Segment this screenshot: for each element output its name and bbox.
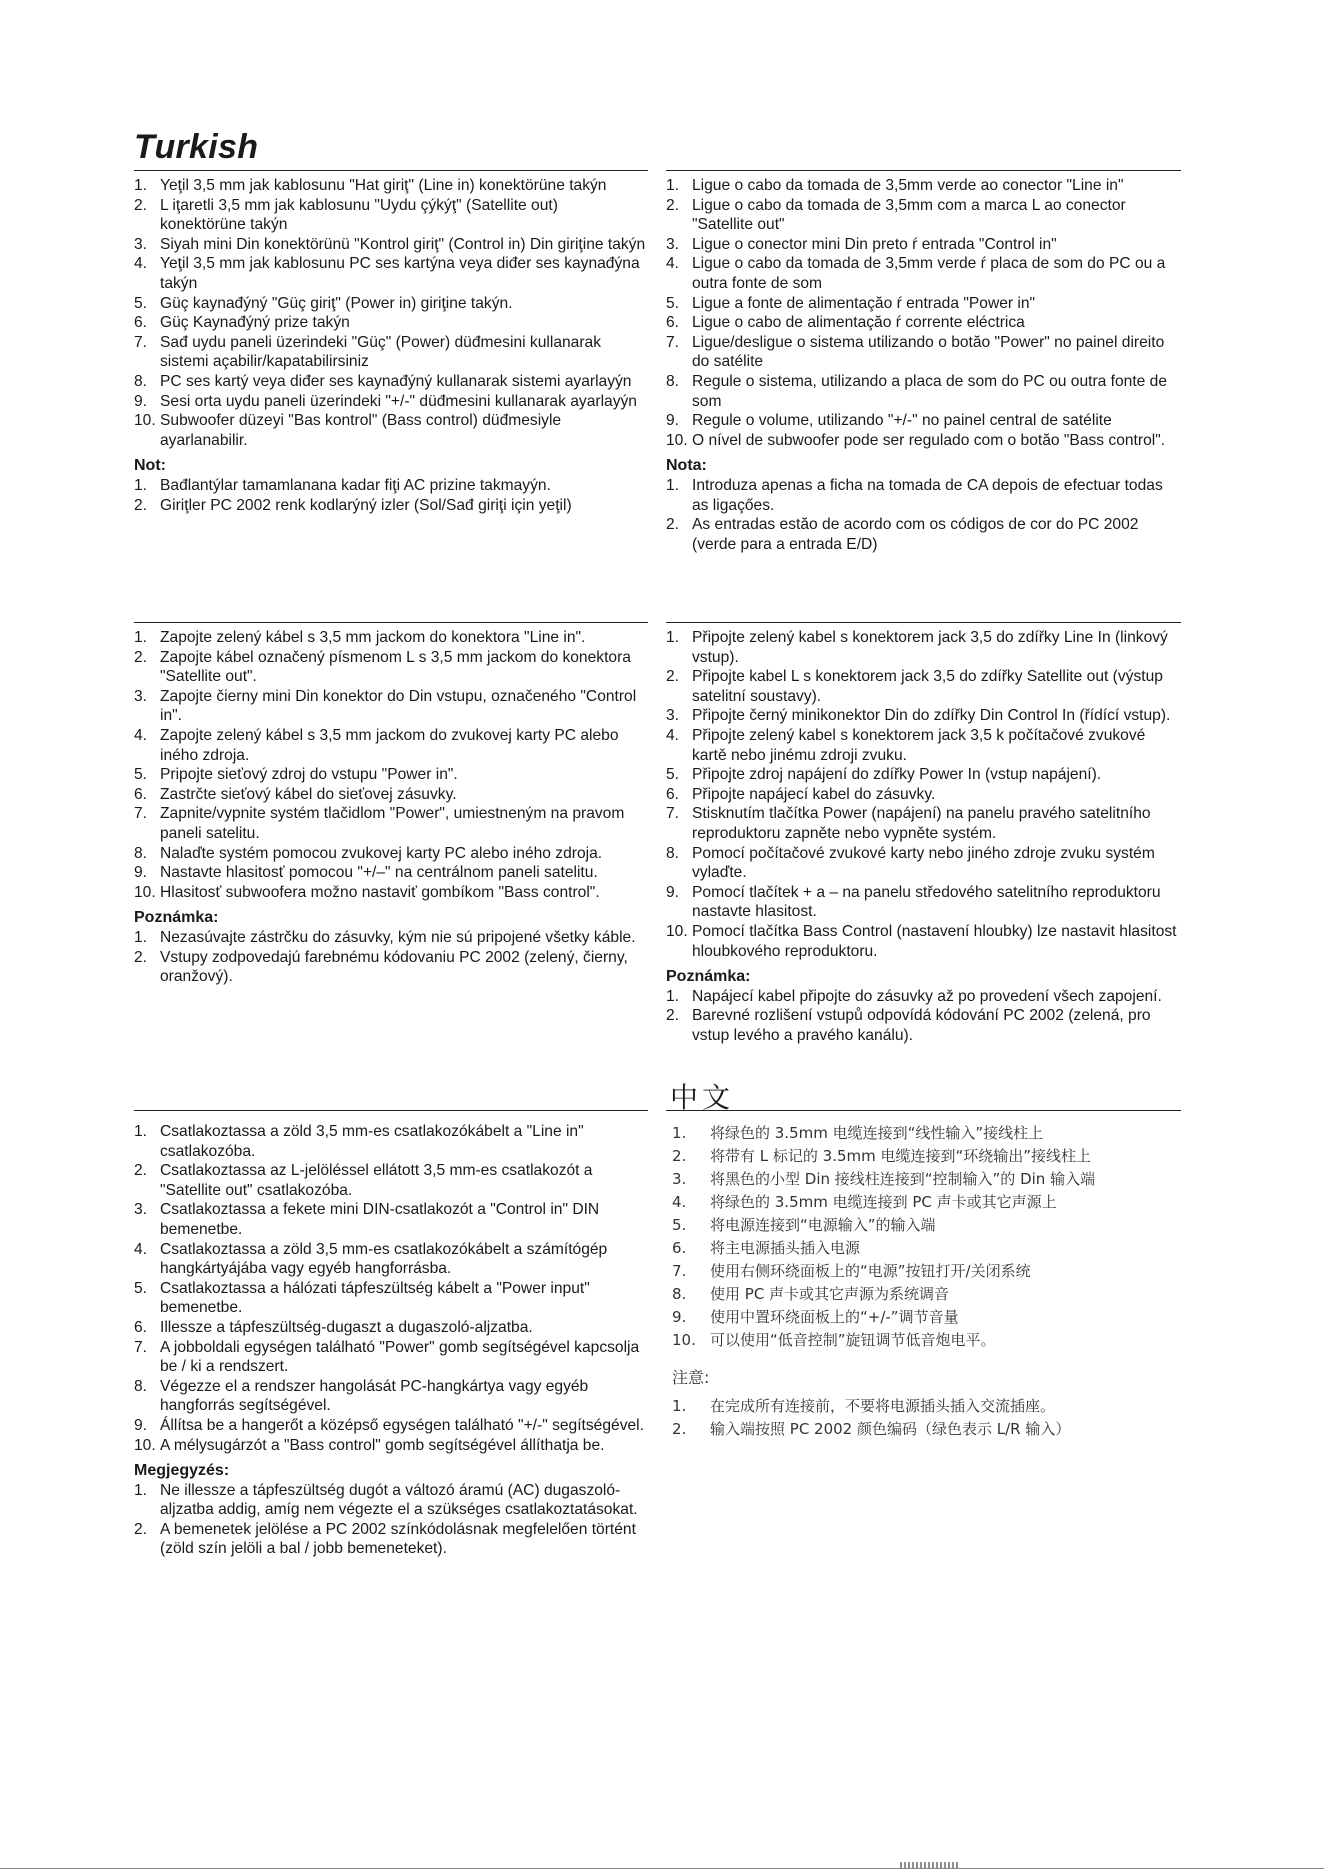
list-item: 8. Pomocí počítačové zvukové karty nebo jiného zdroje zvuku systém vylaďte. bbox=[666, 844, 1155, 882]
list-item: 1. Připojte zelený kabel s konektorem jack 3,5 do zdířky Line In (linkový vstup). bbox=[666, 629, 1168, 666]
chinese-column bbox=[672, 1122, 1182, 1441]
czech-steps bbox=[666, 628, 1181, 961]
list-item: 10. Pomocí tlačítka Bass Control (nastavení hloubky) lze nastavit hlasitost hloubkového reproduktoru. bbox=[666, 922, 1177, 960]
turkish-notes bbox=[134, 476, 648, 515]
list-item: 2. Csatlakoztassa az L-jelöléssel ellátott 3,5 mm-es csatlakozót a "Satellite out" csatlakozóba. bbox=[134, 1162, 593, 1199]
list-item: 1. Bađlantýlar tamamlanana kadar fiţi AC prizine takmayýn. bbox=[134, 476, 551, 494]
divider bbox=[134, 622, 648, 623]
list-item: 6. Güç Kaynađýný prize takýn bbox=[134, 314, 350, 332]
list-item: 1. Ne illessze a tápfeszültség dugót a változó áramú (AC) dugaszoló-aljzatba addig, amíg nem végezte el a szükséges csatlakoztatásokat. bbox=[134, 1481, 638, 1519]
list-item: 6. Ligue o cabo de alimentaçăo ŕ corrente eléctrica bbox=[666, 314, 1025, 332]
hungarian-notes bbox=[134, 1481, 648, 1559]
list-item: 7. Sađ uydu paneli üzerindeki "Güç" (Power) düđmesini kullanarak sistemi açabilir/kapatabilirsiniz bbox=[134, 333, 601, 371]
list-item: 10. Subwoofer düzeyi "Bas kontrol" (Bass control) düđmesiyle ayarlanabilir. bbox=[134, 412, 562, 449]
list-item: 5. Ligue a fonte de alimentaçăo ŕ entrada "Power in" bbox=[666, 294, 1036, 312]
divider bbox=[134, 170, 648, 171]
list-item: 7. Stisknutím tlačítka Power (napájení) na panelu pravého satelitního reproduktoru zapněte nebo vypněte systém. bbox=[666, 805, 1151, 842]
portuguese-column bbox=[666, 176, 1181, 554]
czech-notes bbox=[666, 987, 1181, 1046]
note-heading: Nota: bbox=[666, 457, 707, 475]
scan-artifact bbox=[900, 1862, 960, 1868]
list-item: 3. 将黑色的小型 Din 接线柱连接到“控制输入”的 Din 输入端 bbox=[672, 1170, 1096, 1188]
note-heading: Not: bbox=[134, 457, 166, 475]
list-item: 9. Sesi orta uydu paneli üzerindeki "+/-" düđmesini kullanarak ayarlayýn bbox=[134, 392, 637, 410]
list-item: 3. Siyah mini Din konektörünü "Kontrol giriţ" (Control in) Din giriţine takýn bbox=[134, 235, 646, 253]
list-item: 4. Ligue o cabo da tomada de 3,5mm verde ŕ placa de som do PC ou a outra fonte de som bbox=[666, 255, 1166, 292]
turkish-steps bbox=[134, 176, 648, 450]
list-item: 6. Zastrčte sieťový kábel do sieťovej zásuvky. bbox=[134, 785, 457, 803]
list-item: 3. Csatlakoztassa a fekete mini DIN-csatlakozót a "Control in" DIN bemenetbe. bbox=[134, 1201, 600, 1238]
page-bottom-rule bbox=[0, 1868, 1324, 1869]
list-item: 8. Végezze el a rendszer hangolását PC-hangkártya vagy egyéb hangforrás segítségével. bbox=[134, 1377, 589, 1415]
czech-column bbox=[666, 628, 1181, 1045]
slovak-steps bbox=[134, 628, 648, 902]
list-item: 3. Ligue o conector mini Din preto ŕ entrada "Control in" bbox=[666, 235, 1057, 253]
portuguese-steps bbox=[666, 176, 1181, 450]
list-item: 7. 使用右侧环绕面板上的“电源”按钮打开/关闭系统 bbox=[672, 1262, 1031, 1280]
list-item: 9. Regule o volume, utilizando "+/-" no painel central de satélite bbox=[666, 412, 1112, 430]
list-item: 2. Vstupy zodpovedajú farebnému kódovaniu PC 2002 (zelený, čierny, oranžový). bbox=[134, 948, 628, 986]
list-item: 2. L iţaretli 3,5 mm jak kablosunu "Uydu çýkýţ" (Satellite out) konektörüne takýn bbox=[134, 196, 558, 234]
hungarian-column bbox=[134, 1122, 648, 1559]
chinese-notes bbox=[672, 1395, 1182, 1441]
list-item: 9. Állítsa be a hangerőt a középső egységen található "+/-" segítségével. bbox=[134, 1416, 644, 1434]
list-item: 1. 在完成所有连接前，不要将电源插头插入交流插座。 bbox=[672, 1397, 1056, 1415]
list-item: 8. Regule o sistema, utilizando a placa de som do PC ou outra fonte de som bbox=[666, 372, 1168, 410]
note-heading: Poznámka: bbox=[666, 968, 751, 986]
list-item: 2. As entradas estăo de acordo com os códigos de cor do PC 2002 (verde para a entrada E/D) bbox=[666, 516, 1139, 553]
list-item: 1. 将绿色的 3.5mm 电缆连接到“线性输入”接线柱上 bbox=[672, 1124, 1044, 1142]
list-item: 9. Nastavte hlasitosť pomocou "+/–" na centrálnom paneli satelitu. bbox=[134, 864, 598, 882]
list-item: 5. Pripojte sieťový zdroj do vstupu "Power in". bbox=[134, 766, 458, 784]
list-item: 8. PC ses kartý veya diđer ses kaynađýný kullanarak sistemi ayarlayýn bbox=[134, 372, 632, 390]
divider bbox=[666, 622, 1181, 623]
list-item: 5. Güç kaynađýný "Güç giriţ" (Power in) giriţine takýn. bbox=[134, 294, 513, 312]
list-item: 2. 输入端按照 PC 2002 颜色编码（绿色表示 L/R 输入） bbox=[672, 1420, 1071, 1438]
divider bbox=[134, 1110, 648, 1111]
list-item: 1. Yeţil 3,5 mm jak kablosunu "Hat giriţ" (Line in) konektörüne takýn bbox=[134, 177, 607, 194]
list-item: 6. Připojte napájecí kabel do zásuvky. bbox=[666, 785, 936, 803]
list-item: 4. 将绿色的 3.5mm 电缆连接到 PC 声卡或其它声源上 bbox=[672, 1193, 1057, 1211]
list-item: 6. 将主电源插头插入电源 bbox=[672, 1239, 861, 1257]
list-item: 1. Ligue o cabo da tomada de 3,5mm verde ao conector "Line in" bbox=[666, 177, 1124, 194]
list-item: 10. 可以使用“低音控制”旋钮调节低音炮电平。 bbox=[672, 1331, 996, 1349]
list-item: 1. Zapojte zelený kábel s 3,5 mm jackom do konektora "Line in". bbox=[134, 629, 586, 646]
list-item: 2. Barevné rozlišení vstupů odpovídá kódování PC 2002 (zelená, pro vstup levého a pravého kanálu). bbox=[666, 1007, 1151, 1044]
list-item: 1. Nezasúvajte zástrčku do zásuvky, kým nie sú pripojené všetky káble. bbox=[134, 928, 636, 946]
list-item: 2. Ligue o cabo da tomada de 3,5mm com a marca L ao conector "Satellite out" bbox=[666, 196, 1126, 234]
list-item: 9. Pomocí tlačítek + a – na panelu středového satelitního reproduktoru nastavte hlasitost. bbox=[666, 883, 1161, 921]
list-item: 1. Introduza apenas a ficha na tomada de CA depois de efectuar todas as ligaçőes. bbox=[666, 476, 1163, 514]
list-item: 2. Připojte kabel L s konektorem jack 3,5 do zdířky Satellite out (výstup satelitní soustavy). bbox=[666, 668, 1163, 705]
list-item: 10. Hlasitosť subwoofera možno nastaviť gombíkom "Bass control". bbox=[134, 883, 600, 901]
divider bbox=[666, 1110, 1181, 1111]
list-item: 1. Napájecí kabel připojte do zásuvky až po provedení všech zapojení. bbox=[666, 987, 1162, 1005]
list-item: 4. Zapojte zelený kábel s 3,5 mm jackom do zvukovej karty PC alebo iného zdroja. bbox=[134, 726, 619, 764]
list-item: 10. O nível de subwoofer pode ser regulado com o botăo "Bass control". bbox=[666, 431, 1166, 449]
list-item: 7. Zapnite/vypnite systém tlačidlom "Power", umiestneným na pravom paneli satelitu. bbox=[134, 805, 625, 842]
list-item: 3. Zapojte čierny mini Din konektor do Din vstupu, označeného "Control in". bbox=[134, 687, 637, 725]
list-item: 4. Připojte zelený kabel s konektorem jack 3,5 k počítačové zvukové kartě nebo jinému zdroji zvuku. bbox=[666, 726, 1146, 764]
list-item: 7. A jobboldali egységen található "Power" gomb segítségével kapcsolja be / ki a rendszert. bbox=[134, 1338, 640, 1376]
list-item: 8. Nalaďte systém pomocou zvukovej karty PC alebo iného zdroja. bbox=[134, 844, 603, 862]
list-item: 2. 将带有 L 标记的 3.5mm 电缆连接到“环绕输出”接线柱上 bbox=[672, 1147, 1092, 1165]
portuguese-notes bbox=[666, 476, 1181, 554]
hungarian-steps bbox=[134, 1122, 648, 1455]
note-heading: 注意: bbox=[672, 1368, 710, 1387]
list-item: 7. Ligue/desligue o sistema utilizando o botăo "Power" no painel direito do satélite bbox=[666, 333, 1165, 371]
list-item: 4. Yeţil 3,5 mm jak kablosunu PC ses kartýna veya diđer ses kaynađýna takýn bbox=[134, 255, 640, 292]
list-item: 2. A bemenetek jelölése a PC 2002 színkódolásnak megfelelően történt (zöld szín jelöli a bal / jobb bemeneteket). bbox=[134, 1520, 636, 1558]
section-title-turkish: Turkish bbox=[134, 128, 259, 166]
chinese-steps bbox=[672, 1122, 1182, 1352]
divider bbox=[666, 170, 1181, 171]
note-heading: Poznámka: bbox=[134, 909, 219, 927]
list-item: 8. 使用 PC 声卡或其它声源为系统调音 bbox=[672, 1285, 950, 1303]
list-item: 5. 将电源连接到“电源输入”的输入端 bbox=[672, 1216, 936, 1234]
list-item: 5. Připojte zdroj napájení do zdířky Power In (vstup napájení). bbox=[666, 766, 1102, 784]
note-heading: Megjegyzés: bbox=[134, 1462, 230, 1480]
list-item: 2. Giriţler PC 2002 renk kodlarýný izler (Sol/Sađ giriţi için yeţil) bbox=[134, 496, 572, 514]
slovak-notes bbox=[134, 928, 648, 987]
turkish-column bbox=[134, 176, 648, 515]
list-item: 2. Zapojte kábel označený písmenom L s 3,5 mm jackom do konektora "Satellite out". bbox=[134, 648, 631, 686]
list-item: 6. Illessze a tápfeszültség-dugaszt a dugaszoló-aljzatba. bbox=[134, 1318, 533, 1336]
section-title-chinese: 中文 bbox=[670, 1081, 735, 1114]
list-item: 1. Csatlakoztassa a zöld 3,5 mm-es csatlakozókábelt a "Line in" csatlakozóba. bbox=[134, 1123, 584, 1160]
list-item: 5. Csatlakoztassa a hálózati tápfeszültség kábelt a "Power input" bemenetbe. bbox=[134, 1279, 590, 1317]
list-item: 3. Připojte černý minikonektor Din do zdířky Din Control In (řídící vstup). bbox=[666, 707, 1171, 725]
list-item: 9. 使用中置环绕面板上的“+/-”调节音量 bbox=[672, 1308, 959, 1326]
slovak-column bbox=[134, 628, 648, 987]
list-item: 4. Csatlakoztassa a zöld 3,5 mm-es csatlakozókábelt a számítógép hangkártyájába vagy egyéb hangforrásba. bbox=[134, 1240, 608, 1278]
list-item: 10. A mélysugárzót a "Bass control" gomb segítségével állíthatja be. bbox=[134, 1436, 605, 1454]
